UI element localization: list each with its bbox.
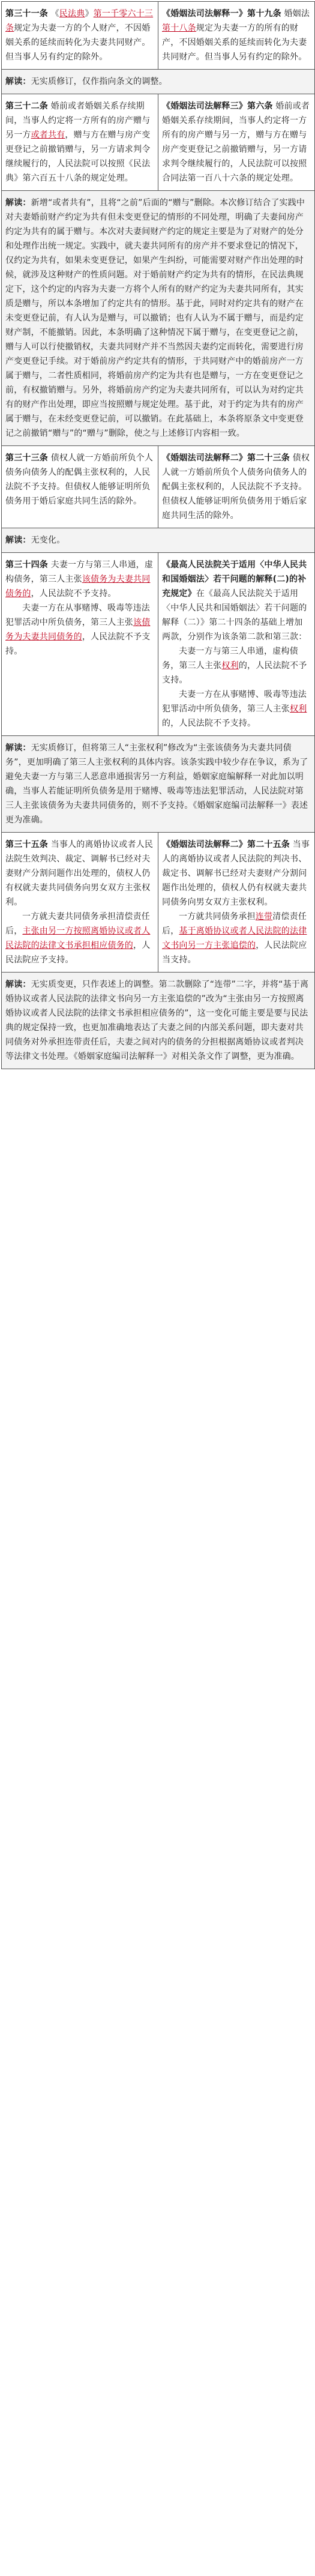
article-paragraph [5,909,154,967]
article-fragment: 当事人的离婚协议或者人民法院的判决书、裁定书、调解书已经对夫妻财产分割问题作出处理的，债权人仍有权就夫妻共同债务向男女双方主张权利。 [162,840,310,907]
highlighted-change: 或者共有 [31,130,65,140]
new-provision-cell [2,94,158,191]
new-provision-cell [2,553,158,736]
article-fragment: ，赠与方在赠与房产变更登记之前撤销赠与，另一方请求判令继续履行的，人民法院可以按照《民法典》第六百五十八条的规定处理。 [5,130,151,183]
article-fragment: ，人民法院不予支持。 [5,632,151,656]
article-row [2,833,315,973]
article-text [5,99,154,186]
article-number: 第二十五条 [247,840,290,849]
source-title: 《婚姻法司法解释三》 [162,101,247,111]
article-text [162,7,311,64]
interpretation-cell [2,191,315,446]
interpretation-label: 解读： [5,198,31,208]
highlighted-change: 连带 [255,912,273,922]
article-number: 第三十四条 [5,560,48,570]
article-paragraph [162,687,311,731]
comparison-table [1,1,315,1069]
article-fragment: 夫妻一方与第三人串通，虚构债务，第三人主张 [5,560,154,584]
old-provision-cell [158,2,315,70]
interpretation-row [2,191,315,446]
old-provision-cell [158,94,315,191]
interpretation-label: 解读： [5,77,31,86]
article-fragment: 债权人就一方婚前所负个人债务向债务人的配偶主张权利的，人民法院不予支持。但债权人能够证明所负债务用于婚后家庭共同生活的除外。 [162,453,310,520]
source-title: 《婚姻法司法解释二》 [162,840,247,849]
highlighted-change: 主张由另一方按照离婚协议或者人民法院的法律文书承担相应债务的 [5,926,151,950]
article-number: 第三十一条 [5,9,48,19]
article-row [2,446,315,528]
interpretation-text: 无实质修订，仅作指向条文的调整。 [31,77,167,86]
article-fragment: 夫妻一方在从事赌博、吸毒等违法犯罪活动中所负债务，第三人主张 [5,603,150,627]
article-text [162,99,311,186]
article-fragment: ，人民法院不予支持。 [31,589,116,599]
article-number: 第三十二条 [5,101,48,111]
article-fragment: 在《最高人民法院关于适用〈中华人民共和国婚姻法〉若干问题的解释（二）》第二十四条的基础上增加两款，分别作为该条第二款和第三款： [162,589,307,642]
article-fragment: 夫妻一方在从事赌博、吸毒等违法犯罪活动中所负债务，第三人主张 [162,690,307,714]
article-fragment: 一方就共同债务承担 [179,912,256,922]
highlighted-change: 权利 [290,704,307,714]
article-fragment: 规定为夫妻一方的所有的财产，不因婚姻关系的延续而转化为夫妻共同财产。但当事人另有约定的除外。 [162,23,307,62]
article-fragment: 当事人的离婚协议或者人民法院生效判决、裁定、调解书已经对夫妻财产分割问题作出处理的，债权人仍有权就夫妻共同债务向男女双方主张权利。 [5,840,154,907]
article-paragraph [162,644,311,687]
article-number: 第二十三条 [247,453,290,463]
highlighted-change: 第十八条 [162,23,196,33]
interpretation-label: 解读： [5,980,31,989]
article-fragment: 的，人民法院不予支持。 [162,719,256,728]
interpretation-text: 无实质变更，只作表述上的调整。第二款删除了“连带”二字，并将“基于离婚协议或者人民法院的法律文书向另一方主张追偿的”改为“主张由另一方按照离婚协议或者人民法院的法律文书承担相应债务的”，这一变化可能主要是要与民法典的规定保持一致，也更加准确地表达了夫妻之间的内部关系问题，即夫妻对共同债务对外承担连带责任后，夫妻之间对内的债务的分担根据离婚协议或者判决等法律文书处理。《婚姻家庭编司法解释一》对相关条文作了调整，更为准确。 [5,980,309,1061]
highlighted-change: 民法典 [59,9,85,19]
highlighted-change: 该债务为夫妻共同债务的 [5,618,151,642]
source-title: 《婚姻法司法解释二》 [162,453,247,463]
article-text [5,837,154,909]
interpretation-row [2,70,315,94]
new-provision-cell [2,833,158,973]
article-fragment: 婚姻法 [284,9,310,19]
article-fragment: 债权人就一方婚前所负个人债务向债务人的配偶主张权利的，人民法院不予支持。但债权人能够证明所负债务用于婚后家庭共同生活的除外。 [5,453,154,506]
article-fragment: 的，人民法院不予支持。 [162,661,307,685]
highlighted-change: 权利 [221,661,239,671]
article-row [2,94,315,191]
article-fragment: ，人民法院应予支持。 [5,941,151,965]
source-title: 《婚姻法司法解释一》 [162,9,247,19]
interpretation-row [2,736,315,833]
interpretation-label: 解读： [5,743,31,753]
article-fragment: 规定为夫妻一方的个人财产，不因婚姻关系的延续而转化为夫妻共同财产。但当事人另有约定的除外。 [5,23,151,62]
new-provision-cell [2,2,158,70]
highlighted-change: 基于离婚协议或者人民法院的法律文书向另一方主张追偿的 [162,926,307,950]
article-number: 第三十五条 [5,840,48,849]
article-paragraph [5,601,154,659]
article-fragment: 清偿责任后， [162,912,307,936]
interpretation-cell [2,736,315,833]
interpretation-row [2,973,315,1069]
interpretation-cell [2,973,315,1069]
article-fragment: 婚前或者婚姻关系存续期间，当事人约定将一方所有的房产赠与另一方，赠与方在赠与房产变更登记之前撤销赠与，另一方请求判令继续履行的，人民法院可以按照合同法第一百八十六条的规定处理。 [162,101,310,183]
article-fragment: 婚前或者婚姻关系存续期间，当事人约定将一方所有的房产赠与另一方 [5,101,151,140]
old-provision-cell [158,446,315,528]
article-number: 第六条 [247,101,273,111]
article-text [5,7,154,64]
source-title: 《最高人民法院关于适用〈中华人民共和国婚姻法〉若干问题的解释(二)的补充规定》 [162,560,307,599]
article-text [162,451,311,523]
article-text [5,451,154,508]
interpretation-label: 解读： [5,535,31,545]
article-fragment: 夫妻一方与第三人串通，虚构债务，第三人主张 [162,647,298,671]
interpretation-text: 新增“或者共有”，且将“之前”后面的“赠与”删除。本次修订结合了实践中对夫妻婚前财产约定为共有但未变更登记的情形的不同处理，明确了夫妻间房产约定为共有的属于赠与。本次对夫妻间财产约定的规定主要是为了对财产的处分和处理作出统一规定。实践中，就夫妻共同所有的房产并不要求登记的情况下，仅约定为共有，如果未变更登记，如果产生纠纷，可能需要对财产作出处理的时候，就涉及这种财产的性质问题。对于婚前财产约定为共有的情形，在民法典规定下，这个约定的内容为夫妻一方将个人所有的财产约定为夫妻共同所有，其实质是赠与，所以本条增加了约定共有的情形。基于此，同时对约定共有的财产在未变更登记前，有人认为是赠与，可以撤销；也有人认为不属于赠与，而是约定财产制，不能撤销。因此，本条明确了这种情况下属于赠与，在变更登记之前，赠与人可以行使撤销权，夫妻共同财产并不当然因夫妻约定而转化，需要进行房产变更登记手续。对于婚前房产约定共有的情形，于共同财产中的婚前房产一方属于赠与，二者性质相同，将婚前房产约定为共有也是赠与，一方在变更登记之前，有权撤销赠与。另外，将婚前房产约定为夫妻共同所有，可以认为对约定共有的财产作出处理，即应当按照赠与规定处理。基于此，对于约定为共有的房产属于赠与，在未经变更登记前，可以撤销。在此基础上，本条将原条文中变更登记之前撤销“赠与”的“赠与”删除，使之与上述修订内容相一致。 [5,198,305,438]
article-number: 第十九条 [247,9,281,19]
article-fragment: 一方就夫妻共同债务承担清偿责任后， [5,912,150,936]
old-provision-cell [158,833,315,973]
interpretation-cell [2,70,315,94]
article-fragment: 》 [85,9,94,19]
old-provision-cell [158,553,315,736]
article-text [5,558,154,601]
article-fragment: ，人民法院应当支持。 [162,941,307,965]
interpretation-text: 无实质修订，但将第三人“主张权利”修改为“主张该债务为夫妻共同债务”，更加明确了第三人主张权利的具体内容。该条实践中较少存在争议，系为了避免夫妻一方与第三人恶意串通损害另一方利益，婚姻家庭编解释一对此加以明确，当事人若能证明所负债务是用于赌博、吸毒等违法犯罪活动，人民法院对第三人主张该债务为夫妻共同债务的，则不予支持。《婚姻家庭编司法解释一》表述更为准确。 [5,743,308,825]
article-number: 第三十三条 [5,453,48,463]
interpretation-text: 无变化。 [31,535,65,545]
article-text [162,837,311,909]
article-fragment: 《 [50,9,59,19]
interpretation-row [2,528,315,553]
highlighted-change: 第一千零六十三条 [5,9,154,33]
interpretation-cell [2,528,315,553]
article-text [162,558,311,644]
article-row [2,553,315,736]
highlighted-change: 该债务为夫妻共同债务的 [5,575,151,599]
new-provision-cell [2,446,158,528]
article-paragraph [162,909,311,967]
article-row [2,2,315,70]
